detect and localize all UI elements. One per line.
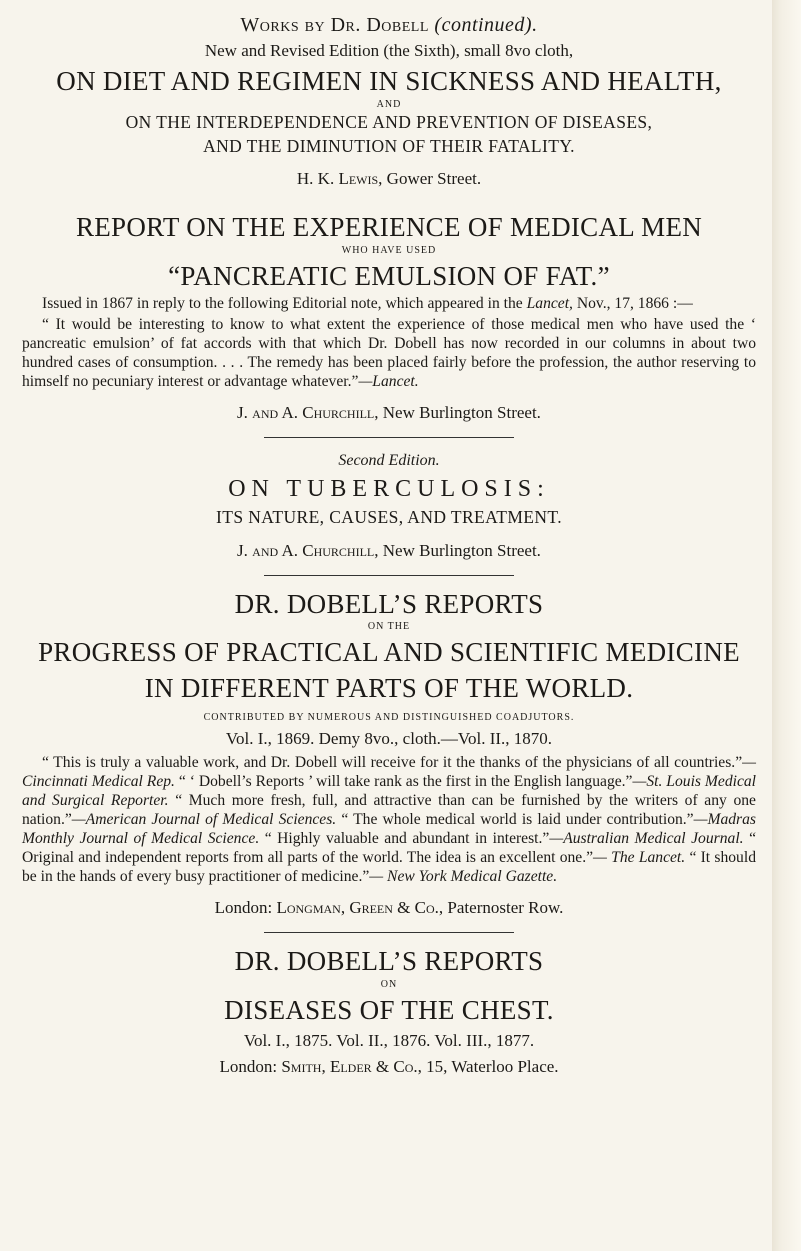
page-header xyxy=(22,14,756,37)
book-subtitle: ITS NATURE, CAUSES, AND TREATMENT. xyxy=(216,506,562,527)
journal-name: Lancet, xyxy=(526,294,573,312)
review-source: —Cincinnati Medical Rep. xyxy=(22,753,756,790)
publisher-address: New Burlington Street. xyxy=(382,402,541,422)
editorial-quote xyxy=(22,315,756,391)
publisher-name: H. K. Lewis, xyxy=(296,169,383,189)
intro-text: Issued in 1867 in reply to the following Editorial note, which appeared in the xyxy=(42,294,523,312)
review-source: —Australian Medical Journal. xyxy=(549,829,744,847)
review-text: “ It should be in the hands of every busy practitioner of medicine.” xyxy=(22,848,756,885)
review-source: —St. Louis Medical and Surgical Reporter. xyxy=(22,772,757,809)
section-divider xyxy=(264,932,514,933)
publisher-name: Smith, Elder & Co., xyxy=(281,1057,422,1077)
publisher-name: J. and A. Churchill, xyxy=(237,402,379,422)
book-tuberculosis xyxy=(22,452,756,561)
book-title: ON DIET AND REGIMEN IN SICKNESS AND HEALTH, xyxy=(56,66,722,96)
header-continued: (continued). xyxy=(434,14,538,36)
volume-info: Vol. I., 1875. Vol. II., 1876. Vol. III., 1877. xyxy=(243,1031,535,1051)
review-source: —Madras Monthly Journal of Medical Science. xyxy=(22,810,756,847)
book-subtitle: IN DIFFERENT PARTS OF THE WORLD. xyxy=(144,673,634,704)
title-connector: ON THE xyxy=(367,621,411,633)
book-subtitle: DISEASES OF THE CHEST. xyxy=(224,994,554,1025)
publisher-name: J. and A. Churchill, xyxy=(237,540,379,560)
quote-text: “ It would be interesting to know to what extent the experience of those medical men who have used the ‘ pancreatic emulsion’ of fat accords with that which Dr. Dobell has now recorded in our columns in about two hundred cases of consumption. . . . The remedy has been placed fairly before the profession, the author reserving to himself no pecuniary interest or advantage whatever.” xyxy=(22,315,756,390)
title-connector: ON xyxy=(380,978,398,990)
publisher-address: Paternoster Row. xyxy=(447,897,564,917)
publisher-line xyxy=(22,169,756,189)
book-title: ON TUBERCULOSIS: xyxy=(228,475,550,502)
publisher-prefix: London: xyxy=(219,1057,278,1077)
book-reports-chest xyxy=(22,947,756,1077)
book-pancreatic-emulsion xyxy=(22,213,756,422)
volume-info: Vol. I., 1869. Demy 8vo., cloth.—Vol. II., 1870. xyxy=(225,728,553,748)
book-subtitle: PROGRESS OF PRACTICAL AND SCIENTIFIC MEDICINE xyxy=(38,637,740,668)
edition-note: New and Revised Edition (the Sixth), small 8vo cloth, xyxy=(204,41,574,60)
book-title: DR. DOBELL’S REPORTS xyxy=(234,945,544,976)
review-source: — New York Medical Gazette. xyxy=(369,867,558,885)
intro-date: Nov., 17, 1866 :— xyxy=(576,294,693,312)
review-text: “ ‘ Dobell’s Reports ’ will take rank as the first in the English language.” xyxy=(178,772,633,790)
review-text: “ This is truly a valuable work, and Dr. Dobell will receive for it the thanks of the physicians of all countries.” xyxy=(42,753,743,771)
book-title: “PANCREATIC EMULSION OF FAT.” xyxy=(168,261,610,292)
title-connector: WHO HAVE USED xyxy=(341,245,437,257)
publisher-name: Longman, Green & Co., xyxy=(276,897,444,917)
book-subtitle: ON THE INTERDEPENDENCE AND PREVENTION OF DISEASES, xyxy=(125,111,653,132)
edition-note: Second Edition. xyxy=(338,451,440,469)
publisher-address: Gower Street. xyxy=(386,169,482,189)
publisher-line xyxy=(22,898,756,918)
review-text: “ Original and independent reports from all parts of the world. The idea is an excellent one.” xyxy=(22,829,756,866)
publisher-line xyxy=(22,403,756,423)
section-divider xyxy=(264,437,514,438)
publisher-address: New Burlington Street. xyxy=(382,540,541,560)
quote-source: —Lancet. xyxy=(358,372,419,390)
contributors-note: CONTRIBUTED BY NUMEROUS AND DISTINGUISHED COADJUTORS. xyxy=(203,711,575,723)
publisher-line xyxy=(22,541,756,561)
publisher-prefix: London: xyxy=(214,897,273,917)
book-diet-and-regimen xyxy=(22,41,756,189)
book-title: DR. DOBELL’S REPORTS xyxy=(234,588,544,619)
reviews-paragraph xyxy=(22,753,756,886)
review-text: “ Highly valuable and abundant in interest.” xyxy=(264,829,550,847)
intro-paragraph xyxy=(22,294,756,313)
review-source: — The Lancet. xyxy=(593,848,686,866)
header-title: Works by Dr. Dobell xyxy=(240,14,429,36)
publisher-line xyxy=(22,1057,756,1077)
review-text: “ The whole medical world is laid under contribution.” xyxy=(341,810,694,828)
book-title: REPORT ON THE EXPERIENCE OF MEDICAL MEN xyxy=(75,212,703,243)
book-reports-progress xyxy=(22,590,756,918)
title-connector: AND xyxy=(376,98,402,110)
review-text: “ Much more fresh, full, and attractive than can be furnished by the writers of any one nation.” xyxy=(22,791,756,828)
section-divider xyxy=(264,575,514,576)
page-edge xyxy=(772,0,801,1251)
review-source: —American Journal of Medical Sciences. xyxy=(71,810,337,828)
book-subtitle: AND THE DIMINUTION OF THEIR FATALITY. xyxy=(203,135,575,156)
publisher-address: 15, Waterloo Place. xyxy=(426,1057,559,1077)
